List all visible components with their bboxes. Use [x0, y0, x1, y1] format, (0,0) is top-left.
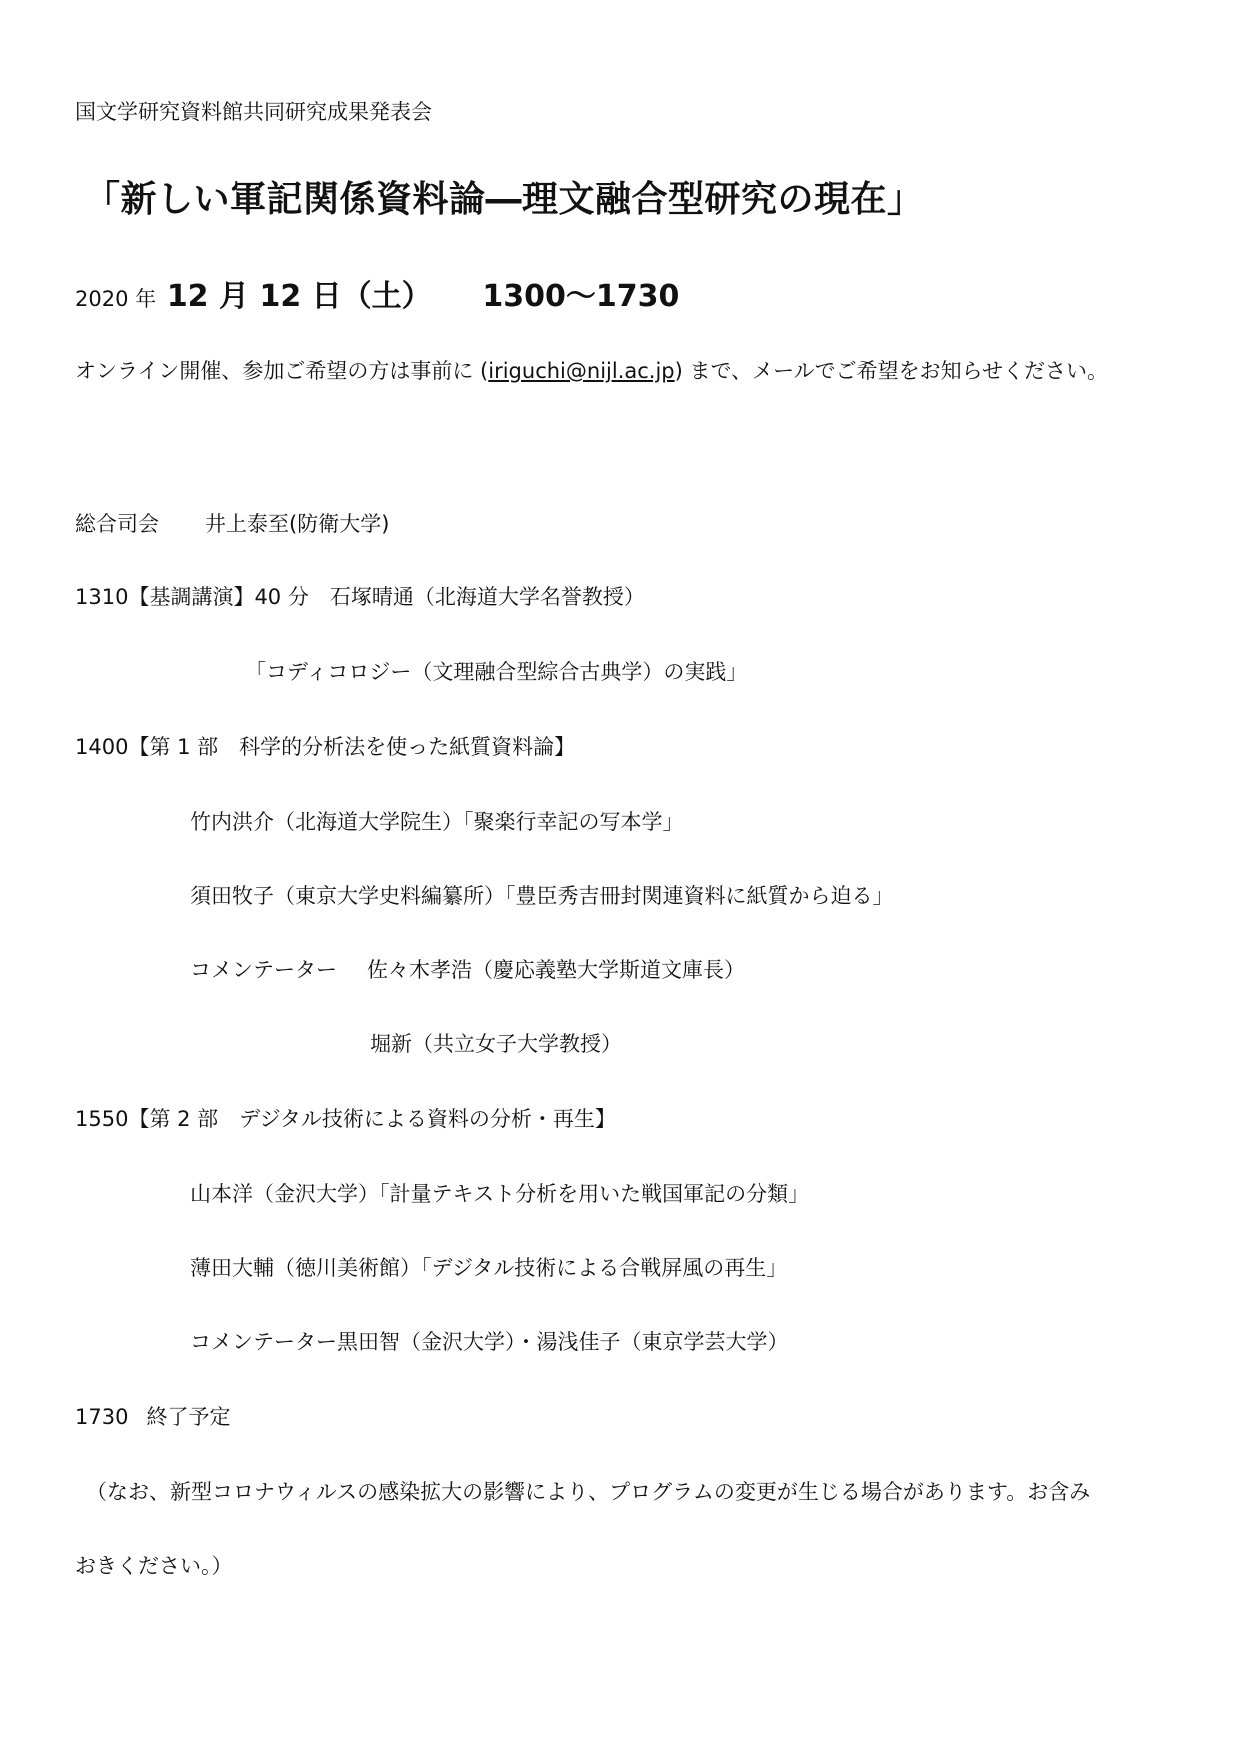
part1-presentation-1: 竹内洪介（北海道大学院生）「聚楽行幸記の写本学」 [190, 810, 684, 834]
end-time: 1730 [75, 1405, 129, 1429]
part2-presentation-2: 薄田大輔（徳川美術館）「デジタル技術による合戦屏風の再生」 [190, 1256, 788, 1280]
host-name: 井上泰至(防衛大学) [205, 512, 390, 536]
host-line [75, 510, 389, 538]
part1-presentation-2: 須田牧子（東京大学史料編纂所）「豊臣秀吉冊封関連資料に紙質から迫る」 [190, 884, 894, 908]
part1-heading: 1400【第 1 部 科学的分析法を使った紙質資料論】 [75, 735, 576, 759]
part2-commentators: コメンテーター黒田智（金沢大学）・湯浅佳子（東京学芸大学） [190, 1330, 789, 1354]
part2-heading: 1550【第 2 部 デジタル技術による資料の分析・再生】 [75, 1107, 616, 1131]
keynote-line: 1310【基調講演】40 分 石塚晴通（北海道大学名誉教授） [75, 585, 645, 609]
event-date [75, 279, 680, 314]
footer-note-line-1: （なお、新型コロナウィルスの感染拡大の影響により、プログラムの変更が生じる場合があります。お含み [86, 1480, 1091, 1504]
part1-commentator-2: 堀新（共立女子大学教授） [370, 1032, 622, 1056]
end-line [75, 1403, 230, 1431]
part1-commentator [190, 956, 745, 984]
date-time: 1300～1730 [482, 279, 680, 314]
part2-presentation-1: 山本洋（金沢大学）「計量テキスト分析を用いた戦国軍記の分類」 [190, 1182, 810, 1206]
registration-notice [75, 357, 1108, 385]
event-title: 「新しい軍記関係資料論―理文融合型研究の現在」 [84, 179, 924, 220]
date-year: 2020 年 [75, 287, 157, 311]
host-label: 総合司会 [75, 512, 159, 536]
event-subtitle: 国文学研究資料館共同研究成果発表会 [75, 100, 432, 124]
commentator-label: コメンテーター [190, 958, 337, 982]
commentator-name: 佐々木孝浩（慶応義塾大学斯道文庫長） [367, 958, 745, 982]
notice-text-after: ) まで、メールでご希望をお知らせください。 [674, 359, 1109, 383]
notice-text-before: オンライン開催、参加ご希望の方は事前に ( [75, 359, 489, 383]
email-link[interactable]: iriguchi@nijl.ac.jp [488, 359, 675, 383]
footer-note-line-2: おきください。） [75, 1554, 233, 1578]
date-day: 12 月 12 日（土） [166, 279, 432, 314]
keynote-title: 「コディコロジー（文理融合型綜合古典学）の実践」 [245, 660, 748, 684]
end-label: 終了予定 [146, 1405, 231, 1429]
